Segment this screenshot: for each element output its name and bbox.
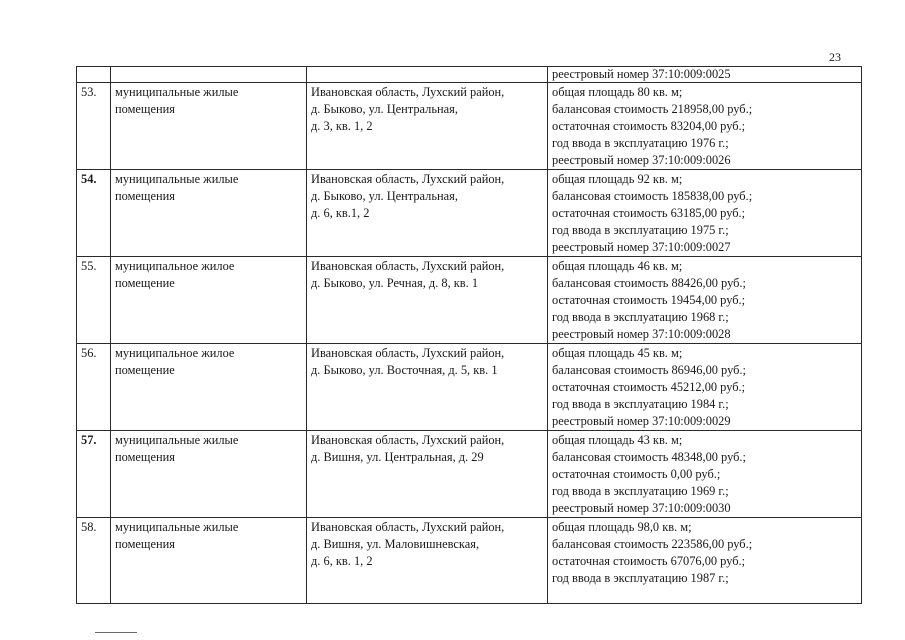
address-line: д. Вишня, ул. Маловишневская,	[311, 537, 480, 551]
detail-line: год ввода в эксплуатацию 1976 г.;	[552, 136, 729, 150]
continued-type-cell	[111, 67, 307, 83]
address-line: Ивановская область, Лухский район,	[311, 433, 505, 447]
address-cell	[307, 83, 548, 170]
address-line: Ивановская область, Лухский район,	[311, 259, 505, 273]
address-cell	[307, 170, 548, 257]
detail-line: балансовая стоимость 223586,00 руб.;	[552, 537, 753, 551]
details-cell	[548, 431, 862, 518]
page-number: 23	[829, 50, 841, 64]
object-type-line: муниципальное жилое	[115, 259, 235, 273]
detail-line: балансовая стоимость 88426,00 руб.;	[552, 276, 746, 290]
object-type-line: муниципальное жилое	[115, 346, 235, 360]
detail-line: остаточная стоимость 83204,00 руб.;	[552, 119, 746, 133]
object-type-line: муниципальные жилые	[115, 85, 239, 99]
details-cell	[548, 518, 862, 604]
row-number: 53.	[81, 85, 97, 99]
object-type-cell	[111, 257, 307, 344]
continued-details-cell	[548, 67, 862, 83]
address-cell	[307, 257, 548, 344]
object-type-cell	[111, 344, 307, 431]
row-number: 55.	[81, 259, 97, 273]
detail-line: балансовая стоимость 218958,00 руб.;	[552, 102, 753, 116]
object-type-cell	[111, 518, 307, 604]
row-number: 54.	[81, 172, 97, 186]
object-type-line: помещения	[115, 102, 175, 116]
detail-line: балансовая стоимость 86946,00 руб.;	[552, 363, 746, 377]
row-number-cell	[77, 170, 111, 257]
address-line: Ивановская область, Лухский район,	[311, 172, 505, 186]
continued-row	[77, 67, 862, 83]
detail-line: год ввода в эксплуатацию 1968 г.;	[552, 310, 729, 324]
details-cell	[548, 257, 862, 344]
object-type-line: помещения	[115, 537, 175, 551]
detail-line: реестровый номер 37:10:009:0029	[552, 414, 731, 428]
detail-line: общая площадь 92 кв. м;	[552, 172, 683, 186]
address-line: д. Быково, ул. Центральная,	[311, 189, 458, 203]
object-type-line: муниципальные жилые	[115, 433, 239, 447]
detail-line: реестровый номер 37:10:009:0030	[552, 501, 731, 515]
row-number: 57.	[81, 433, 97, 447]
detail-line: общая площадь 45 кв. м;	[552, 346, 683, 360]
address-line: д. Быково, ул. Речная, д. 8, кв. 1	[311, 276, 479, 290]
row-number: 58.	[81, 520, 97, 534]
object-type-line: помещения	[115, 189, 175, 203]
continued-address-cell	[307, 67, 548, 83]
table-row	[77, 431, 862, 518]
detail-line: остаточная стоимость 63185,00 руб.;	[552, 206, 746, 220]
object-type-cell	[111, 83, 307, 170]
row-number-cell	[77, 518, 111, 604]
address-line: д. Быково, ул. Восточная, д. 5, кв. 1	[311, 363, 498, 377]
table-row	[77, 257, 862, 344]
object-type-line: помещения	[115, 450, 175, 464]
object-type-line: помещение	[115, 276, 175, 290]
detail-line: год ввода в эксплуатацию 1969 г.;	[552, 484, 729, 498]
row-number-cell	[77, 83, 111, 170]
details-cell	[548, 170, 862, 257]
object-type-cell	[111, 170, 307, 257]
table-row	[77, 83, 862, 170]
object-type-cell	[111, 431, 307, 518]
address-line: д. Вишня, ул. Центральная, д. 29	[311, 450, 484, 464]
row-number-cell	[77, 344, 111, 431]
address-line: д. 6, кв.1, 2	[311, 206, 370, 220]
row-number-cell	[77, 431, 111, 518]
detail-line: год ввода в эксплуатацию 1987 г.;	[552, 571, 729, 585]
property-registry-table	[76, 66, 862, 604]
details-cell	[548, 344, 862, 431]
continued-number-cell	[77, 67, 111, 83]
object-type-line: помещение	[115, 363, 175, 377]
table-row	[77, 170, 862, 257]
address-line: д. 3, кв. 1, 2	[311, 119, 373, 133]
address-line: Ивановская область, Лухский район,	[311, 520, 505, 534]
address-line: д. Быково, ул. Центральная,	[311, 102, 458, 116]
address-line: д. 6, кв. 1, 2	[311, 554, 373, 568]
address-line: Ивановская область, Лухский район,	[311, 85, 505, 99]
address-cell	[307, 518, 548, 604]
details-cell	[548, 83, 862, 170]
detail-line: реестровый номер 37:10:009:0028	[552, 327, 731, 341]
detail-line: балансовая стоимость 185838,00 руб.;	[552, 189, 753, 203]
object-type-line: муниципальные жилые	[115, 172, 239, 186]
detail-line: год ввода в эксплуатацию 1984 г.;	[552, 397, 729, 411]
object-type-line: муниципальные жилые	[115, 520, 239, 534]
detail-line: остаточная стоимость 0,00 руб.;	[552, 467, 721, 481]
detail-line: реестровый номер 37:10:009:0027	[552, 240, 731, 254]
row-number-cell	[77, 257, 111, 344]
address-cell	[307, 431, 548, 518]
table-row	[77, 344, 862, 431]
detail-line: остаточная стоимость 67076,00 руб.;	[552, 554, 746, 568]
detail-line: остаточная стоимость 45212,00 руб.;	[552, 380, 746, 394]
detail-line: общая площадь 43 кв. м;	[552, 433, 683, 447]
detail-line: общая площадь 46 кв. м;	[552, 259, 683, 273]
detail-line: реестровый номер 37:10:009:0026	[552, 153, 731, 167]
registry-table-body	[77, 67, 862, 604]
detail-line: балансовая стоимость 48348,00 руб.;	[552, 450, 746, 464]
table-row	[77, 518, 862, 604]
registry-number-line: реестровый номер 37:10:009:0025	[552, 67, 731, 81]
detail-line: общая площадь 80 кв. м;	[552, 85, 683, 99]
detail-line: общая площадь 98,0 кв. м;	[552, 520, 692, 534]
address-line: Ивановская область, Лухский район,	[311, 346, 505, 360]
row-number: 56.	[81, 346, 97, 360]
detail-line: остаточная стоимость 19454,00 руб.;	[552, 293, 746, 307]
address-cell	[307, 344, 548, 431]
detail-line: год ввода в эксплуатацию 1975 г.;	[552, 223, 729, 237]
scan-artifact-line	[95, 632, 137, 633]
